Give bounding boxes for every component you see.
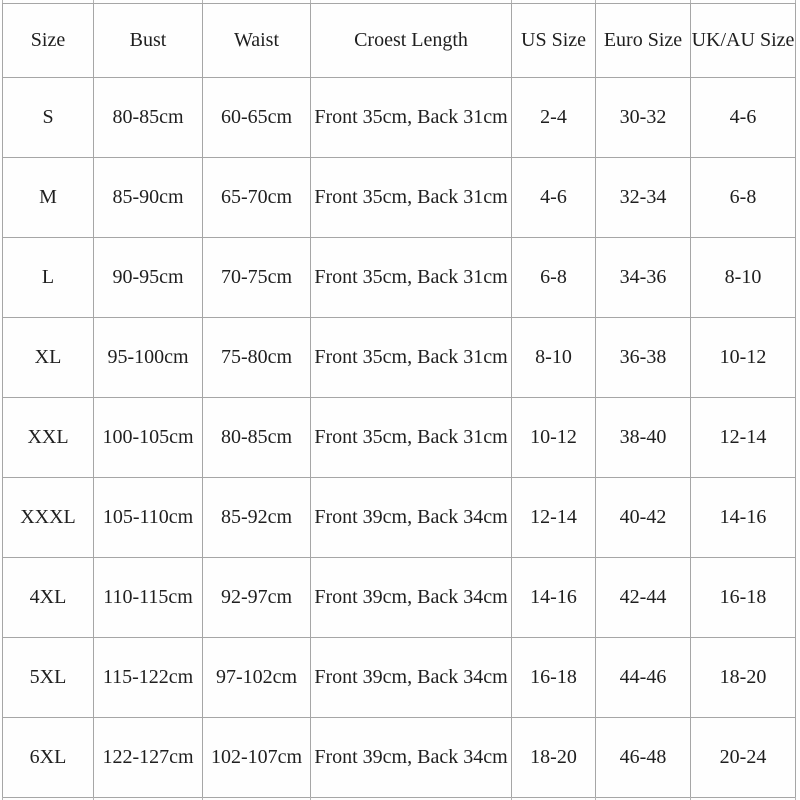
- us-size-cell: 12-14: [512, 478, 596, 558]
- table-row: [3, 718, 796, 798]
- table-row: [3, 318, 796, 398]
- col-header-bust: Bust: [94, 4, 203, 78]
- croest-length-cell: Front 39cm, Back 34cm: [311, 478, 512, 558]
- euro-size-cell: 36-38: [596, 318, 691, 398]
- bust-cell: 80-85cm: [94, 78, 203, 158]
- croest-length-cell: Front 35cm, Back 31cm: [311, 238, 512, 318]
- table-row: [3, 78, 796, 158]
- croest-length-cell: Front 39cm, Back 34cm: [311, 718, 512, 798]
- col-header-us-size: US Size: [512, 4, 596, 78]
- uk-au-size-cell: 10-12: [691, 318, 796, 398]
- size-cell: 4XL: [3, 558, 94, 638]
- bust-cell: 85-90cm: [94, 158, 203, 238]
- euro-size-cell: 38-40: [596, 398, 691, 478]
- croest-length-cell: Front 39cm, Back 34cm: [311, 638, 512, 718]
- size-cell: L: [3, 238, 94, 318]
- waist-cell: 85-92cm: [203, 478, 311, 558]
- us-size-cell: 10-12: [512, 398, 596, 478]
- size-cell: 5XL: [3, 638, 94, 718]
- uk-au-size-cell: 6-8: [691, 158, 796, 238]
- bust-cell: 122-127cm: [94, 718, 203, 798]
- croest-length-cell: Front 35cm, Back 31cm: [311, 78, 512, 158]
- col-header-waist: Waist: [203, 4, 311, 78]
- bust-cell: 110-115cm: [94, 558, 203, 638]
- us-size-cell: 14-16: [512, 558, 596, 638]
- grid-line-stub: [2, 0, 3, 3]
- header-row: [3, 4, 796, 78]
- size-cell: XXL: [3, 398, 94, 478]
- col-header-euro-size: Euro Size: [596, 4, 691, 78]
- grid-line-stub: [310, 0, 311, 3]
- euro-size-cell: 34-36: [596, 238, 691, 318]
- size-cell: S: [3, 78, 94, 158]
- euro-size-cell: 46-48: [596, 718, 691, 798]
- croest-length-cell: Front 39cm, Back 34cm: [311, 558, 512, 638]
- us-size-cell: 16-18: [512, 638, 596, 718]
- bust-cell: 90-95cm: [94, 238, 203, 318]
- grid-line-stub: [595, 0, 596, 3]
- waist-cell: 60-65cm: [203, 78, 311, 158]
- table-row: [3, 398, 796, 478]
- uk-au-size-cell: 16-18: [691, 558, 796, 638]
- euro-size-cell: 32-34: [596, 158, 691, 238]
- uk-au-size-cell: 8-10: [691, 238, 796, 318]
- table-row: [3, 478, 796, 558]
- grid-line-stub: [511, 0, 512, 3]
- uk-au-size-cell: 18-20: [691, 638, 796, 718]
- us-size-cell: 2-4: [512, 78, 596, 158]
- grid-line-stub: [690, 0, 691, 3]
- us-size-cell: 8-10: [512, 318, 596, 398]
- bust-cell: 95-100cm: [94, 318, 203, 398]
- us-size-cell: 4-6: [512, 158, 596, 238]
- waist-cell: 75-80cm: [203, 318, 311, 398]
- table-row: [3, 158, 796, 238]
- euro-size-cell: 44-46: [596, 638, 691, 718]
- croest-length-cell: Front 35cm, Back 31cm: [311, 318, 512, 398]
- table-row: [3, 558, 796, 638]
- bust-cell: 100-105cm: [94, 398, 203, 478]
- size-table-body: [3, 78, 796, 798]
- us-size-cell: 18-20: [512, 718, 596, 798]
- uk-au-size-cell: 4-6: [691, 78, 796, 158]
- waist-cell: 92-97cm: [203, 558, 311, 638]
- euro-size-cell: 42-44: [596, 558, 691, 638]
- uk-au-size-cell: 20-24: [691, 718, 796, 798]
- col-header-size: Size: [3, 4, 94, 78]
- bust-cell: 115-122cm: [94, 638, 203, 718]
- croest-length-cell: Front 35cm, Back 31cm: [311, 398, 512, 478]
- table-row: [3, 238, 796, 318]
- grid-line-stub: [795, 0, 796, 3]
- uk-au-size-cell: 12-14: [691, 398, 796, 478]
- waist-cell: 102-107cm: [203, 718, 311, 798]
- col-header-uk-au-size: UK/AU Size: [691, 4, 796, 78]
- size-cell: XL: [3, 318, 94, 398]
- waist-cell: 65-70cm: [203, 158, 311, 238]
- euro-size-cell: 30-32: [596, 78, 691, 158]
- size-cell: XXXL: [3, 478, 94, 558]
- us-size-cell: 6-8: [512, 238, 596, 318]
- grid-line-stub: [202, 0, 203, 3]
- size-chart-table: [2, 3, 796, 798]
- size-cell: M: [3, 158, 94, 238]
- waist-cell: 97-102cm: [203, 638, 311, 718]
- uk-au-size-cell: 14-16: [691, 478, 796, 558]
- waist-cell: 80-85cm: [203, 398, 311, 478]
- grid-line-stub: [93, 0, 94, 3]
- table-row: [3, 638, 796, 718]
- bust-cell: 105-110cm: [94, 478, 203, 558]
- waist-cell: 70-75cm: [203, 238, 311, 318]
- croest-length-cell: Front 35cm, Back 31cm: [311, 158, 512, 238]
- col-header-croest-length: Croest Length: [311, 4, 512, 78]
- size-cell: 6XL: [3, 718, 94, 798]
- euro-size-cell: 40-42: [596, 478, 691, 558]
